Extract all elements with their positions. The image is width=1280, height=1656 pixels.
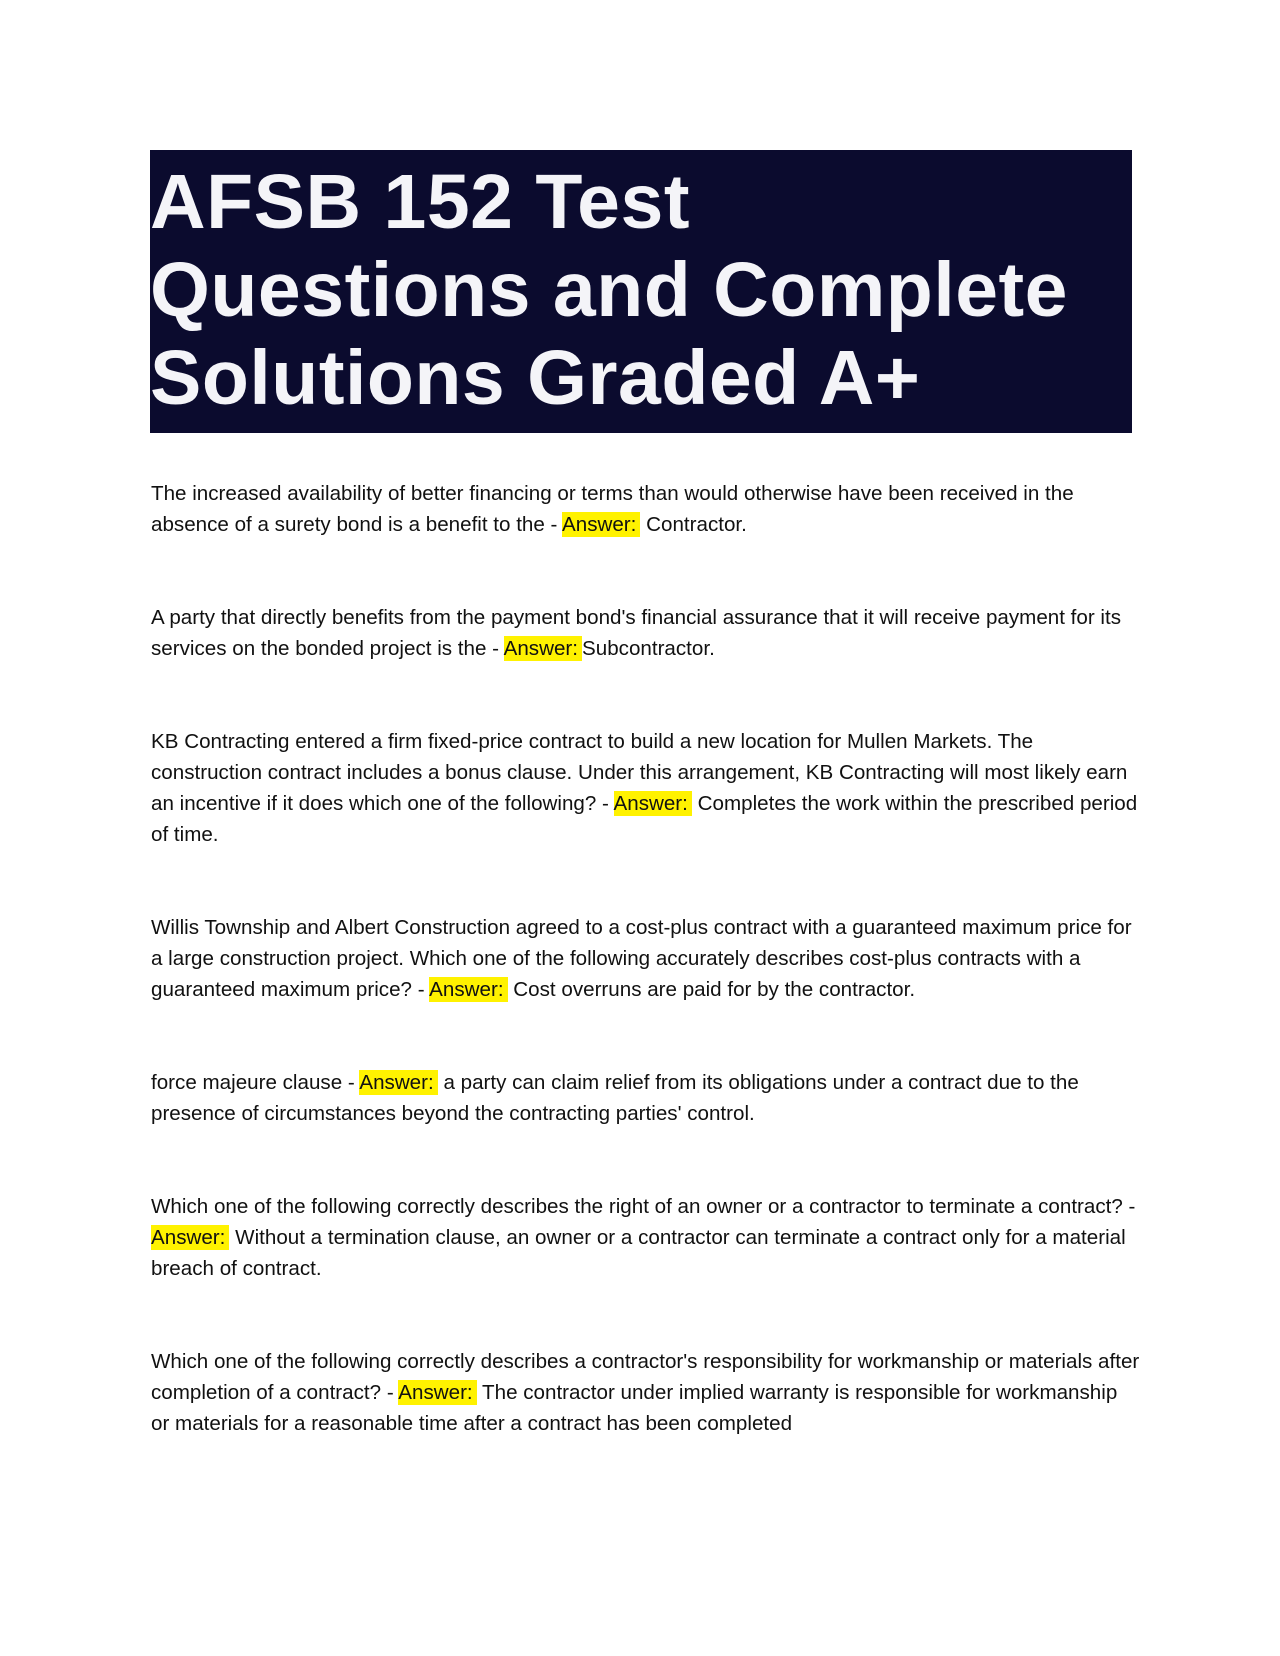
qa-item bbox=[151, 1346, 1141, 1439]
answer-label: Answer: bbox=[359, 1070, 437, 1095]
answer-text: Without a termination clause, an owner or a contractor can terminate a contract only for a material breach of contract. bbox=[151, 1226, 1126, 1280]
qa-item bbox=[151, 1191, 1141, 1284]
question-text: Willis Township and Albert Construction agreed to a cost-plus contract with a guaranteed maximum price for a large construction project. Which one of the following accurately describes cost-plus contracts with a guaranteed maximum price? - bbox=[151, 916, 1132, 1001]
answer-text: Contractor. bbox=[646, 513, 747, 536]
document-title: AFSB 152 Test Questions and Complete Solutions Graded A+ bbox=[150, 159, 1069, 421]
question-text: force majeure clause - bbox=[151, 1071, 360, 1094]
answer-label: Answer: bbox=[614, 791, 692, 816]
answer-label: Answer: bbox=[562, 512, 640, 537]
question-text: A party that directly benefits from the payment bond's financial assurance that it will receive payment for its services on the bonded project is the - bbox=[151, 606, 1122, 660]
answer-label: Answer: bbox=[504, 636, 582, 661]
answer-text: Cost overruns are paid for by the contractor. bbox=[513, 978, 916, 1001]
qa-item bbox=[151, 478, 1141, 540]
answer-label: Answer: bbox=[429, 977, 507, 1002]
qa-item bbox=[151, 726, 1141, 850]
answer-label: Answer: bbox=[151, 1225, 229, 1250]
qa-item bbox=[151, 602, 1141, 664]
answer-text: Subcontractor. bbox=[582, 637, 715, 660]
answer-label: Answer: bbox=[398, 1380, 476, 1405]
question-text: Which one of the following correctly describes a contractor's responsibility for workmanship or materials after completion of a contract? - bbox=[151, 1350, 1140, 1404]
question-text: KB Contracting entered a firm fixed-price contract to build a new location for Mullen Markets. The construction contract includes a bonus clause. Under this arrangement, KB Contracting will most likely earn an incentive if it does which one of the following? - bbox=[151, 730, 1128, 815]
qa-item bbox=[151, 912, 1141, 1005]
answer-text: Completes the work within the prescribed period of time. bbox=[151, 792, 1138, 846]
qa-list bbox=[151, 478, 1141, 1439]
answer-text: The contractor under implied warranty is responsible for workmanship or materials for a reasonable time after a contract has been completed bbox=[151, 1381, 1118, 1435]
qa-item bbox=[151, 1067, 1141, 1129]
title-banner bbox=[150, 150, 1132, 433]
answer-text: a party can claim relief from its obligations under a contract due to the presence of circumstances beyond the contracting parties' control. bbox=[151, 1071, 1079, 1125]
question-text: Which one of the following correctly describes the right of an owner or a contractor to terminate a contract? - bbox=[151, 1195, 1136, 1218]
question-text: The increased availability of better financing or terms than would otherwise have been received in the absence of a surety bond is a benefit to the - bbox=[151, 482, 1074, 536]
